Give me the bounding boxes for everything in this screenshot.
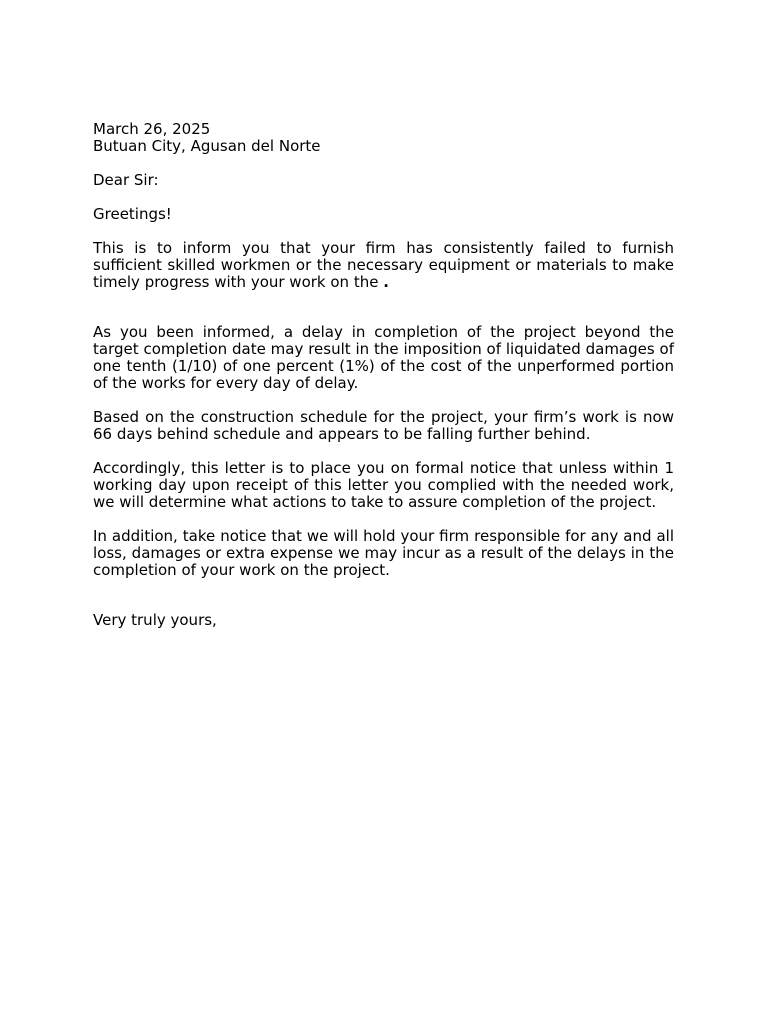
paragraph-2: As you been informed, a delay in completion of the project beyond the target completion date may result in the imposition of liquidated damages of one tenth (1/10) of one percent (1%) of the cost of the unperformed portion of the works for every day of delay. <box>93 323 674 392</box>
letter-body <box>93 121 674 629</box>
closing: Very truly yours, <box>93 611 217 629</box>
paragraph-1-text: This is to inform you that your firm has consistently failed to furnish sufficient skilled workmen or the necessary equipment or materials to make timely progress with your work on the <box>93 239 674 291</box>
letter-location: Butuan City, Agusan del Norte <box>93 137 321 155</box>
paragraph-5: In addition, take notice that we will hold your firm responsible for any and all loss, damages or extra expense we may incur as a result of the delays in the completion of your work on the project. <box>93 527 674 579</box>
paragraph-3: Based on the construction schedule for the project, your firm’s work is now 66 days behind schedule and appears to be falling further behind. <box>93 408 674 443</box>
salutation: Dear Sir: <box>93 171 159 189</box>
paragraph-4: Accordingly, this letter is to place you on formal notice that unless within 1 working day upon receipt of this letter you complied with the needed work, we will determine what actions to take to assure completion of the project. <box>93 459 674 511</box>
letter-date: March 26, 2025 <box>93 120 211 138</box>
paragraph-1 <box>93 240 674 291</box>
greeting: Greetings! <box>93 205 172 223</box>
paragraph-1-end: . <box>383 273 389 291</box>
